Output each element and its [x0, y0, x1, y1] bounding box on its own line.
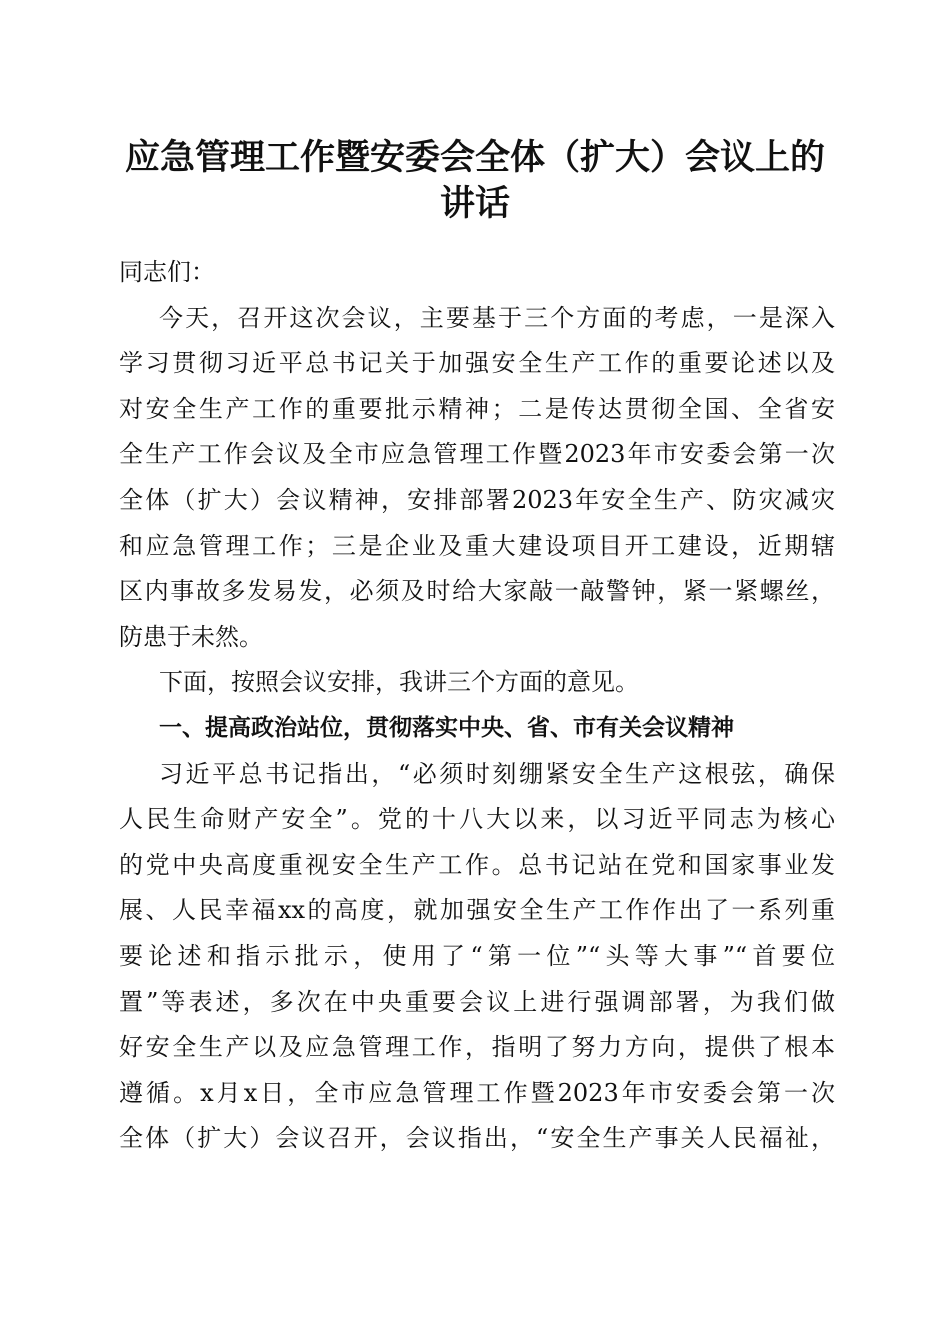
body-line: 全体（扩大）会议召开，会议指出，“安全生产事关人民福祉，	[119, 1124, 835, 1153]
body-line: 和应急管理工作；三是企业及重大建设项目开工建设，近期辖	[119, 531, 835, 560]
title-line-2: 讲话	[439, 183, 510, 224]
body-line: 学习贯彻习近平总书记关于加强安全生产工作的重要论述以及	[119, 349, 835, 378]
document-body	[119, 250, 835, 1162]
body-line: 要论述和指示批示，使用了“第一位”“头等大事”“首要位	[119, 941, 835, 970]
body-line: 的党中央高度重视安全生产工作。总书记站在党和国家事业发	[119, 850, 835, 879]
body-line: 全体（扩大）会议精神，安排部署2023年安全生产、防灾减灾	[119, 485, 835, 514]
body-line: 好安全生产以及应急管理工作，指明了努力方向，提供了根本	[119, 1033, 835, 1062]
body-line: 全生产工作会议及全市应急管理工作暨2023年市安委会第一次	[119, 440, 835, 469]
body-line: 防患于未然。	[119, 622, 263, 651]
body-line: 遵循。x月x日，全市应急管理工作暨2023年市安委会第一次	[119, 1078, 835, 1107]
document-title	[100, 135, 850, 227]
body-line: 下面，按照会议安排，我讲三个方面的意见。	[159, 668, 639, 697]
body-line: 同志们：	[119, 258, 215, 286]
title-line-1: 应急管理工作暨安委会全体（扩大）会议上的	[124, 137, 825, 178]
body-line: 今天，召开这次会议，主要基于三个方面的考虑，一是深入	[159, 303, 835, 332]
body-line: 人民生命财产安全”。党的十八大以来，以习近平同志为核心	[119, 805, 835, 834]
body-line: 区内事故多发易发，必须及时给大家敲一敲警钟，紧一紧螺丝，	[119, 577, 835, 606]
body-line: 习近平总书记指出，“必须时刻绷紧安全生产这根弦，确保	[159, 759, 835, 788]
body-line: 置”等表述，多次在中央重要会议上进行强调部署，为我们做	[119, 987, 835, 1016]
body-line: 对安全生产工作的重要批示精神；二是传达贯彻全国、全省安	[119, 394, 835, 423]
body-line: 展、人民幸福xx的高度，就加强安全生产工作作出了一系列重	[119, 896, 835, 925]
section-heading: 一、提高政治站位，贯彻落实中央、省、市有关会议精神	[159, 714, 734, 741]
